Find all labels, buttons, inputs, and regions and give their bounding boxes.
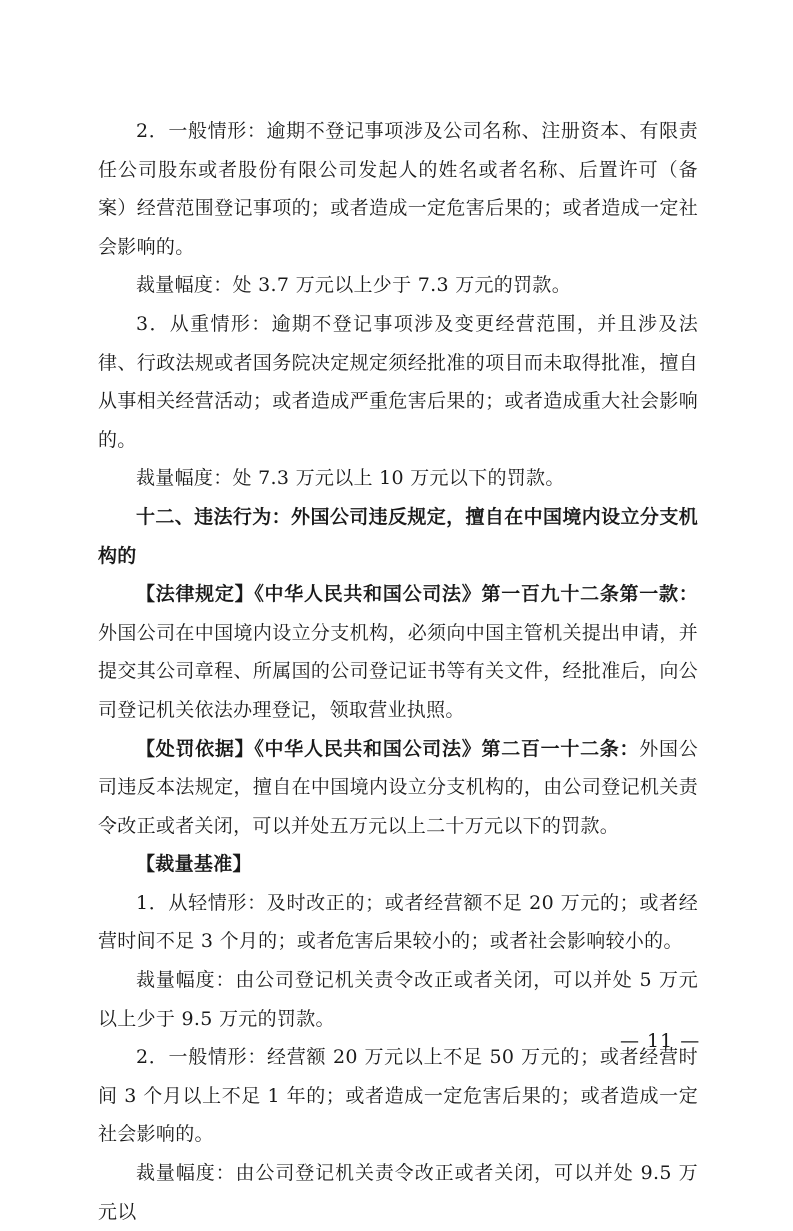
- penalty-basis: [98, 730, 698, 846]
- legal-provision-label: 【法律规定】《中华人民共和国公司法》第一百九十二条第一款：: [136, 583, 698, 606]
- discretion-light-case: 1．从轻情形：及时改正的；或者经营额不足 20 万元的；或者经营时间不足 3 个月的；或者危害后果较小的；或者社会影响较小的。: [98, 891, 698, 953]
- discretion-heading: 【裁量基准】: [136, 853, 252, 876]
- paragraph-discretion-range-general: 裁量幅度：处 3.7 万元以上少于 7.3 万元的罚款。: [136, 274, 571, 297]
- document-body: [98, 112, 701, 1231]
- legal-provision-text: 外国公司在中国境内设立分支机构，必须向中国主管机关提出申请，并提交其公司章程、所属国的公司登记证书等有关文件，经批准后，向公司登记机关依法办理登记，领取营业执照。: [98, 621, 698, 721]
- paragraph-general-case: 2．一般情形：逾期不登记事项涉及公司名称、注册资本、有限责任公司股东或者股份有限公司发起人的姓名或者名称、后置许可（备案）经营范围登记事项的；或者造成一定危害后果的；或者造成一定社会影响的。: [98, 120, 698, 258]
- discretion-general-range: 裁量幅度：由公司登记机关责令改正或者关闭，可以并处 9.5 万元以: [98, 1162, 698, 1223]
- discretion-general-case: 2．一般情形：经营额 20 万元以上不足 50 万元的；或者经营时间 3 个月以上不足 1 年的；或者造成一定危害后果的；或者造成一定社会影响的。: [98, 1046, 698, 1146]
- discretion-light-range: 裁量幅度：由公司登记机关责令改正或者关闭，可以并处 5 万元以上少于 9.5 万元的罚款。: [98, 969, 698, 1030]
- paragraph-severe-case: 3．从重情形：逾期不登记事项涉及变更经营范围，并且涉及法律、行政法规或者国务院决定规定须经批准的项目而未取得批准，擅自从事相关经营活动；或者造成严重危害后果的；或者造成重大社会影响的。: [98, 312, 698, 451]
- legal-provision: [98, 575, 698, 729]
- penalty-basis-text: 外国公司违反本法规定，擅自在中国境内设立分支机构的，由公司登记机关责令改正或者关闭，可以并处五万元以上二十万元以下的罚款。: [98, 737, 698, 837]
- page-number: — 11 —: [620, 1030, 701, 1052]
- paragraph-discretion-range-severe: 裁量幅度：处 7.3 万元以上 10 万元以下的罚款。: [136, 467, 565, 490]
- section-heading: 十二、违法行为：外国公司违反规定，擅自在中国境内设立分支机构的: [98, 505, 698, 567]
- penalty-basis-label: 【处罚依据】《中华人民共和国公司法》第二百一十二条：: [136, 737, 640, 760]
